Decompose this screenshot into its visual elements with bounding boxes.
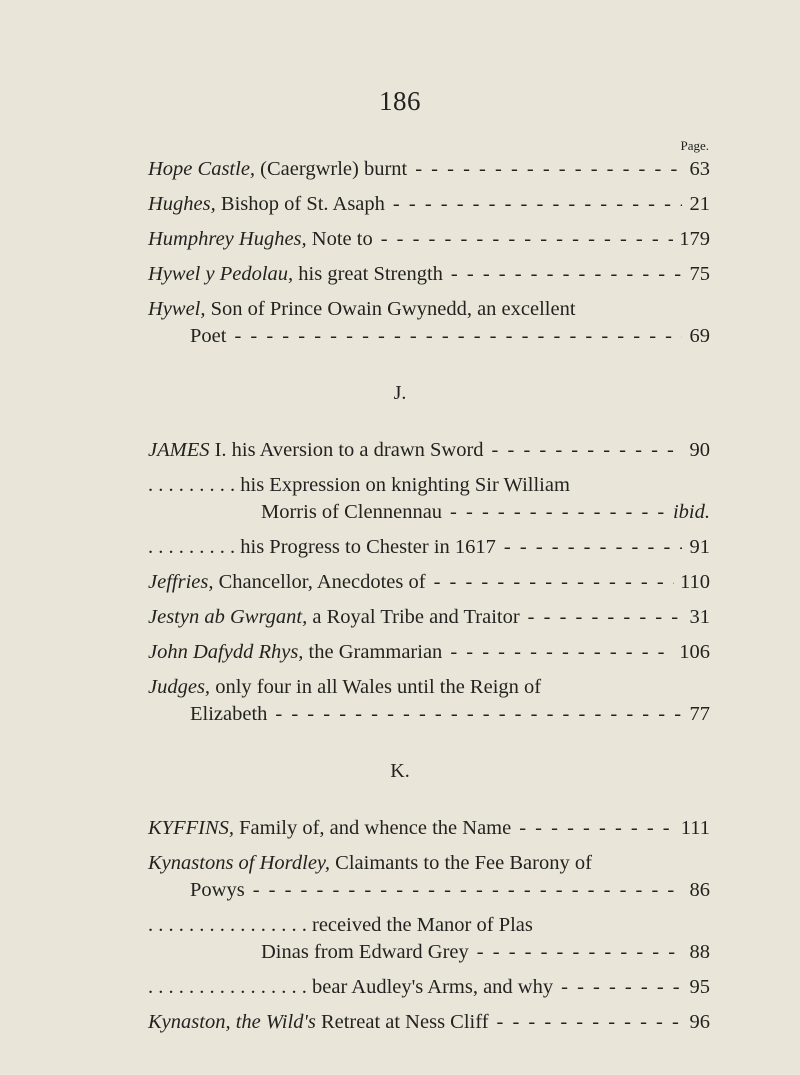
entry-head: Hope Castle, xyxy=(148,158,256,180)
leader-dashes xyxy=(528,604,682,630)
entry-head: Hywel, xyxy=(148,298,206,320)
leader-dashes xyxy=(393,191,682,217)
leader-dashes xyxy=(497,1009,682,1035)
leader-dashes xyxy=(234,323,682,349)
leader-dashes xyxy=(434,569,674,595)
entry-text: I. his Aversion to a drawn Sword xyxy=(209,439,484,461)
index-entry xyxy=(148,191,710,217)
leader-dashes xyxy=(415,156,682,182)
index-entry xyxy=(148,569,710,595)
entry-text: the Grammarian xyxy=(303,641,443,663)
index-entry xyxy=(148,639,710,665)
index-entry-continuation xyxy=(261,499,710,525)
index-entry xyxy=(148,674,541,700)
page-column-label: Page. xyxy=(680,138,709,153)
page-number: 186 xyxy=(379,86,421,116)
leader-dashes xyxy=(504,534,682,560)
entry-text: his great Strength xyxy=(293,263,443,285)
entry-head: Jeffries, xyxy=(148,571,214,593)
entry-text: only four in all Wales until the Reign of xyxy=(210,676,542,698)
leader-dashes xyxy=(477,939,682,965)
entry-page: 91 xyxy=(689,536,710,558)
entry-text: Powys xyxy=(190,879,245,901)
section-letter-j: J. xyxy=(393,382,407,404)
entry-text: Morris of Clennennau xyxy=(261,501,443,523)
ditto-dots: . . . . . . . . . . . . . . . . xyxy=(148,976,307,998)
entry-page: 86 xyxy=(689,879,710,901)
ditto-dots: . . . . . . . . . . . . . . . . xyxy=(148,914,307,936)
leader-dashes xyxy=(519,815,675,841)
entry-head: Judges, xyxy=(148,676,211,698)
entry-head: JAMES xyxy=(148,439,210,461)
leader-dashes xyxy=(381,226,674,252)
entry-page: 90 xyxy=(689,439,710,461)
entry-text: Retreat at Ness Cliff xyxy=(315,1011,489,1033)
entry-page: 179 xyxy=(679,228,710,250)
leader-dashes xyxy=(492,437,682,463)
entry-text: Elizabeth xyxy=(190,703,268,725)
entry-text: Note to xyxy=(306,228,373,250)
entry-text: Dinas from Edward Grey xyxy=(261,941,469,963)
entry-page: 69 xyxy=(689,325,710,347)
index-entry-continuation xyxy=(190,701,710,727)
index-entry xyxy=(148,912,533,938)
index-entry-continuation xyxy=(190,323,710,349)
entry-page: 96 xyxy=(689,1011,710,1033)
entry-head: John Dafydd Rhys, xyxy=(148,641,304,663)
index-entry xyxy=(148,437,710,463)
index-entry-continuation xyxy=(261,939,710,965)
index-entry xyxy=(148,974,710,1000)
entry-head: Hughes, xyxy=(148,193,216,215)
index-entry xyxy=(148,604,710,630)
index-entry xyxy=(148,296,576,322)
leader-dashes xyxy=(450,499,667,525)
entry-head: Kynastons of Hordley, xyxy=(148,852,331,874)
entry-text: his Expression on knighting Sir William xyxy=(235,474,570,496)
entry-page: 21 xyxy=(689,193,710,215)
entry-head: Hywel y Pedolau, xyxy=(148,263,294,285)
section-letter-k: K. xyxy=(390,760,410,782)
index-entry xyxy=(148,850,592,876)
index-entry xyxy=(148,534,710,560)
entry-page: 77 xyxy=(689,703,710,725)
index-entry xyxy=(148,156,710,182)
entry-head: Jestyn ab Gwrgant, xyxy=(148,606,308,628)
ditto-dots: . . . . . . . . . xyxy=(148,474,236,496)
entry-head: Humphrey Hughes, xyxy=(148,228,307,250)
index-entry xyxy=(148,472,570,498)
entry-page: 110 xyxy=(680,571,710,593)
entry-text: Chancellor, Anecdotes of xyxy=(213,571,426,593)
entry-text: Son of Prince Owain Gwynedd, an excellent xyxy=(205,298,576,320)
leader-dashes xyxy=(561,974,682,1000)
entry-text: a Royal Tribe and Traitor xyxy=(307,606,520,628)
entry-page: 31 xyxy=(689,606,710,628)
entry-text: (Caergwrle) burnt xyxy=(255,158,408,180)
entry-head: KYFFINS, xyxy=(148,817,234,839)
entry-text: Bishop of St. Asaph xyxy=(215,193,385,215)
entry-page: 106 xyxy=(679,641,710,663)
index-entry-continuation xyxy=(190,877,710,903)
entry-text: received the Manor of Plas xyxy=(306,914,533,936)
entry-text: Poet xyxy=(190,325,227,347)
entry-page: 75 xyxy=(689,263,710,285)
entry-page: ibid. xyxy=(672,501,710,523)
index-entry xyxy=(148,226,710,252)
entry-page: 63 xyxy=(689,158,710,180)
leader-dashes xyxy=(451,261,682,287)
entry-text: Claimants to the Fee Barony of xyxy=(330,852,592,874)
entry-text: his Progress to Chester in 1617 xyxy=(235,536,496,558)
leader-dashes xyxy=(253,877,682,903)
entry-text: bear Audley's Arms, and why xyxy=(306,976,554,998)
index-entry xyxy=(148,815,710,841)
entry-page: 95 xyxy=(689,976,710,998)
index-entry xyxy=(148,1009,710,1035)
ditto-dots: . . . . . . . . . xyxy=(148,536,236,558)
entry-page: 111 xyxy=(680,817,710,839)
leader-dashes xyxy=(450,639,673,665)
entry-text: Family of, and whence the Name xyxy=(234,817,512,839)
leader-dashes xyxy=(275,701,682,727)
entry-head: Kynaston, the Wild's xyxy=(148,1011,316,1033)
entry-page: 88 xyxy=(689,941,710,963)
index-entry xyxy=(148,261,710,287)
